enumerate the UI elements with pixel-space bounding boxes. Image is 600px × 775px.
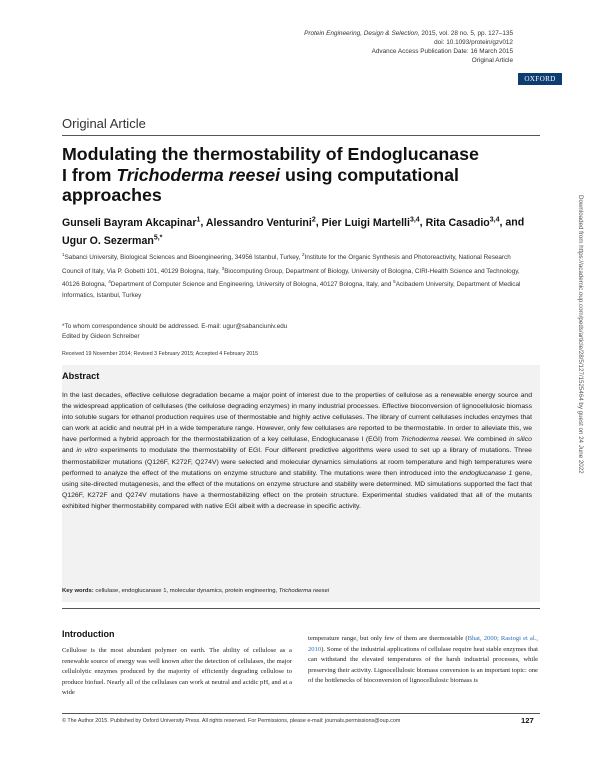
author[interactable]: Ugur O. Sezerman$^{5,*}$ bbox=[62, 234, 163, 248]
author[interactable]: Alessandro Venturini$^2$ bbox=[205, 216, 316, 229]
copyright: © The Author 2015. Published by Oxford University Press. All rights reserved. For Permissions, please e-mail: journals.permissions@oup.com bbox=[62, 718, 401, 724]
title-organism: Trichoderma reesei bbox=[116, 164, 281, 185]
citation-link[interactable]: Bhat, 2000; Rastogi et al., 2010 bbox=[308, 635, 538, 653]
abstract-text: In the last decades, effective cellulose degradation became a major point of interest due to the properties of cellulose as a renewable energy source and the widespread application of cellulases (the cellulose degrading enzymes) in many industrial processes. Effective bioconversion of lignocellulosic biomass into soluble sugars for ethanol production requires use of thermostable and highly active cellulases. The library of current cellulases includes enzymes that can work at acidic and neutral pH in a wide temperature range. However, only few cellulases are reported to be thermostable. In order to alleviate this, we have performed a hybrid approach for the thermostabilization of a key cellulase, Endoglucanase I (EGI) from Trichoderma reesei. We combined in silico and in vitro experiments to modulate the thermostability of EGI. Four different predictive algorithms were used to set up a library of mutations. Three thermostabilizer mutations (Q126F, K272F, Q274V) were selected and molecular dynamics simulations at room temperature and high temperatures were performed to analyze the effect of the mutations on enzyme structure and stability. The mutations were then introduced into the endoglucanase 1 gene, using site-directed mutagenesis, and the effect of the mutations on enzyme structure and stability were determined. MD simulations supported the fact that Q126F, K272F and Q274V mutations have a thermostabilizing effect on the protein structure. Experimental studies validated that all of the mutants exhibited higher thermostability compared with native EGI albeit with a decrease in specific activity. bbox=[62, 392, 532, 510]
received-dates: Received 19 November 2014; Revised 3 February 2015; Accepted 4 February 2015 bbox=[62, 351, 259, 357]
abstract-heading: Abstract bbox=[62, 371, 100, 381]
author[interactable]: Gunseli Bayram Akcapinar$^1$ bbox=[62, 216, 201, 229]
article-title: Modulating the thermostability of Endoglucanase I from Trichoderma reesei using computational approaches bbox=[62, 144, 479, 205]
article-type: Original Article bbox=[471, 57, 513, 64]
doi[interactable]: doi: 10.1093/protein/gzv012 bbox=[434, 39, 513, 46]
advance-access-date: Advance Access Publication Date: 16 March 2015 bbox=[371, 48, 513, 55]
header-divider bbox=[62, 135, 540, 136]
keywords-divider bbox=[62, 608, 540, 609]
edited-by: Edited by Gideon Schreiber bbox=[62, 333, 140, 340]
affiliations: $^1$Sabanci University, Biological Sciences and Bioengineering, 34956 Istanbul, Turkey, $^2$Institute for the Organic Synthesis and Photoreactivity, National Research Council of Italy, Via P. Gobetti 101, 40129 Bologna, Italy, $^3$Biocomputing Group, Department of Biology, University of Bologna, CIRI-Health Science and Technology, 40126 Bologna, $^4$Department of Computer Science and Engineering, University of Bologna, 40127 Bologna, Italy, and $^5$Acibadem University, Department of Medical Informatics, Istanbul, Turkey bbox=[62, 252, 521, 299]
keywords: Key words: cellulase, endoglucanase 1, molecular dynamics, protein engineering, Trichoderma reesei bbox=[62, 588, 330, 594]
intro-column-left: Cellulose is the most abundant polymer on earth. The ability of cellulose as a renewable source of energy was well known after the detection of cellulases, the major cellulolytic enzymes produced by the majority of efficiently degrading cellulose to produce biofuel. Nearly all of the cellulases can work at neutral and acidic pH, and at a wide bbox=[62, 647, 292, 697]
journal-name[interactable]: Protein Engineering, Design & Selection bbox=[304, 30, 418, 37]
author[interactable]: Rita Casadio$^{3,4}$ bbox=[425, 216, 500, 229]
intro-column-right: temperature range, but only few of them are thermostable (Bhat, 2000; Rastogi et al., 2010). Some of the industrial applications of cellulase require heat stable enzymes that can withstand the elevated temperatures of the harsh industrial processes, while preserving their activity. Lignocellulosic biomass conversion is an important topic: one of the bottlenecks of bioconversion of lignocellulosic biomass is bbox=[308, 635, 538, 685]
author[interactable]: Pier Luigi Martelli$^{3,4}$ bbox=[321, 216, 420, 229]
page-number: 127 bbox=[521, 716, 534, 725]
correspondence-email[interactable]: *To whom correspondence should be addressed. E-mail: ugur@sabanciuniv.edu bbox=[62, 323, 288, 330]
footer-divider bbox=[62, 713, 540, 714]
introduction-heading: Introduction bbox=[62, 629, 115, 639]
journal-header bbox=[280, 29, 513, 65]
journal-citation: Protein Engineering, Design & Selection, 2015, vol. 28 no. 5, pp. 127–135 bbox=[304, 30, 513, 37]
oxford-logo[interactable]: OXFORD bbox=[518, 73, 562, 85]
download-notice[interactable]: Downloaded from https://academic.oup.com/peds/article/28/5/127/1525464 by guest on 24 June 2022 bbox=[577, 195, 584, 474]
section-label: Original Article bbox=[62, 116, 146, 131]
author-list: Gunseli Bayram Akcapinar$^1$, Alessandro Venturini$^2$, Pier Luigi Martelli$^{3,4}$, Rita Casadio$^{3,4}$, and Ugur O. Sezerman$^{5,*}$ bbox=[62, 216, 525, 248]
correspondence bbox=[62, 322, 287, 342]
